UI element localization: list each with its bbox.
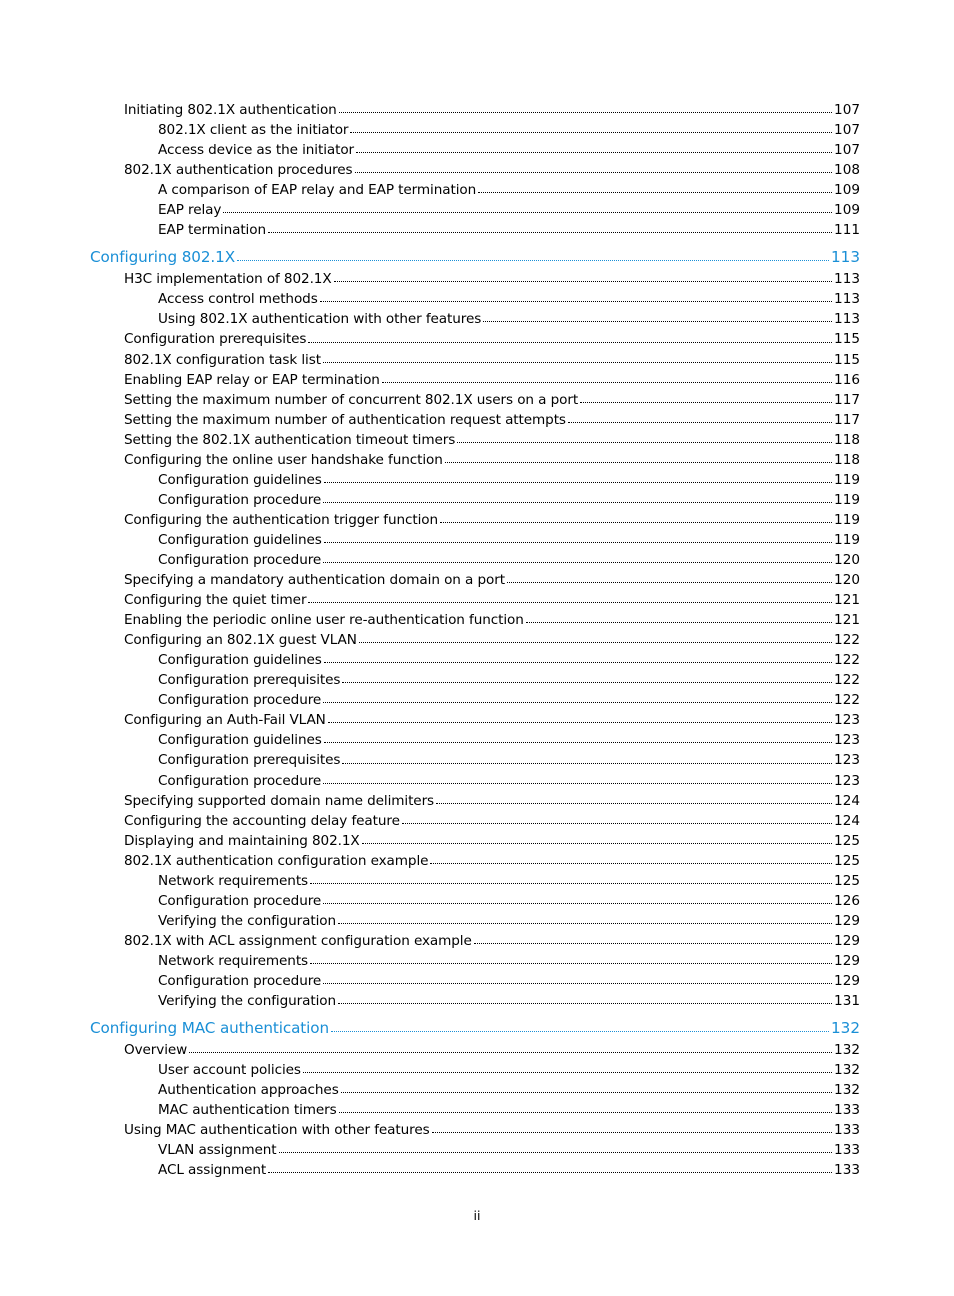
toc-entry-title[interactable]: A comparison of EAP relay and EAP termination: [158, 182, 477, 199]
toc-entry-title[interactable]: Enabling the periodic online user re-authentication function: [124, 612, 524, 629]
toc-section-entry[interactable]: [0, 809, 954, 829]
toc-entry-title[interactable]: Configuring the accounting delay feature: [124, 812, 400, 829]
toc-entry-page-number[interactable]: 119: [834, 511, 860, 528]
toc-subsection-entry[interactable]: [0, 748, 954, 768]
toc-entry-line: [158, 198, 860, 218]
toc-entry-line: [90, 1018, 860, 1038]
toc-entry-line: [158, 969, 860, 989]
toc-entry-page-number[interactable]: 123: [834, 712, 860, 729]
toc-subsection-entry[interactable]: [0, 769, 954, 789]
toc-entry-line: [124, 628, 860, 648]
toc-entry-title[interactable]: VLAN assignment: [158, 1142, 277, 1159]
toc-entry-page-number[interactable]: 115: [834, 351, 860, 368]
toc-entry-line: [124, 158, 860, 178]
toc-entry-line: [124, 327, 860, 347]
toc-entry-page-number[interactable]: 109: [834, 182, 860, 199]
toc-dot-leader: [323, 688, 832, 708]
toc-entry-line: [158, 989, 860, 1009]
toc-dot-leader: [362, 829, 832, 849]
toc-entry-page-number[interactable]: 129: [834, 912, 860, 929]
toc-dot-leader: [324, 728, 832, 748]
toc-entry-title[interactable]: ACL assignment: [158, 1162, 267, 1179]
toc-subsection-entry[interactable]: [0, 178, 954, 198]
toc-entry-page-number[interactable]: 109: [834, 202, 860, 219]
toc-chapter-entry[interactable]: [0, 247, 954, 267]
toc-dot-leader: [526, 608, 832, 628]
toc-entry-line: [124, 98, 860, 118]
toc-subsection-entry[interactable]: [0, 138, 954, 158]
toc-entry-page-number[interactable]: 124: [834, 792, 860, 809]
toc-dot-leader: [338, 909, 832, 929]
toc-entry-line: [158, 548, 860, 568]
toc-dot-leader: [478, 178, 832, 198]
toc-section-entry[interactable]: [0, 98, 954, 118]
toc-entry-page-number[interactable]: 122: [834, 692, 860, 709]
toc-subsection-entry[interactable]: [0, 648, 954, 668]
toc-entry-title[interactable]: Configuring the authentication trigger function: [124, 511, 438, 528]
toc-dot-leader: [310, 949, 832, 969]
toc-subsection-entry[interactable]: [0, 307, 954, 327]
toc-entry-title[interactable]: Configuration guidelines: [158, 471, 322, 488]
toc-entry-line: [158, 1138, 860, 1158]
toc-entry-line: [158, 138, 860, 158]
toc-entry-line: [124, 348, 860, 368]
toc-entry-page-number[interactable]: 119: [834, 531, 860, 548]
toc-entry-page-number[interactable]: 113: [834, 291, 860, 308]
toc-entry-title[interactable]: EAP termination: [158, 222, 266, 239]
toc-entry-page-number[interactable]: 113: [834, 311, 860, 328]
toc-entry-line: [124, 789, 860, 809]
toc-section-entry[interactable]: [0, 1118, 954, 1138]
toc-dot-leader: [457, 428, 832, 448]
toc-dot-leader: [339, 1098, 832, 1118]
toc-entry-line: [158, 1078, 860, 1098]
toc-entry-page-number[interactable]: 107: [834, 142, 860, 159]
toc-entry-line: [124, 1038, 860, 1058]
toc-section-entry[interactable]: [0, 408, 954, 428]
toc-entry-title[interactable]: Setting the maximum number of authentication request attempts: [124, 411, 566, 428]
toc-entry-line: [124, 448, 860, 468]
toc-entry-page-number[interactable]: 120: [834, 551, 860, 568]
toc-entry-title[interactable]: Configuring the online user handshake function: [124, 451, 443, 468]
toc-entry-title[interactable]: 802.1X authentication procedures: [124, 162, 353, 179]
toc-dot-leader: [474, 929, 832, 949]
toc-subsection-entry[interactable]: [0, 668, 954, 688]
toc-entry-page-number[interactable]: 119: [834, 491, 860, 508]
toc-entry-title[interactable]: Using MAC authentication with other features: [124, 1122, 430, 1139]
toc-subsection-entry[interactable]: [0, 1138, 954, 1158]
toc-dot-leader: [223, 198, 832, 218]
toc-dot-leader: [310, 869, 832, 889]
toc-entry-title[interactable]: Configuration procedure: [158, 892, 322, 909]
toc-subsection-entry[interactable]: [0, 118, 954, 138]
toc-entry-line: [158, 909, 860, 929]
toc-dot-leader: [268, 218, 832, 238]
toc-dot-leader: [440, 508, 832, 528]
toc-entry-title[interactable]: 802.1X client as the initiator: [158, 122, 349, 139]
toc-entry-line: [158, 468, 860, 488]
toc-dot-leader: [356, 138, 832, 158]
toc-entry-page-number[interactable]: 117: [834, 411, 860, 428]
toc-entry-title[interactable]: Configuration procedure: [158, 772, 322, 789]
toc-dot-leader: [436, 789, 832, 809]
toc-entry-title[interactable]: Network requirements: [158, 872, 309, 889]
toc-dot-leader: [323, 769, 832, 789]
toc-entry-title[interactable]: Overview: [124, 1042, 188, 1059]
toc-entry-line: [158, 869, 860, 889]
toc-section-entry[interactable]: [0, 368, 954, 388]
toc-section-entry[interactable]: [0, 267, 954, 287]
toc-entry-title[interactable]: Access control methods: [158, 291, 318, 308]
toc-entry-page-number[interactable]: 132: [834, 1082, 860, 1099]
toc-dot-leader: [359, 628, 832, 648]
toc-entry-page-number[interactable]: 113: [834, 271, 860, 288]
toc-entry-title[interactable]: Configuration prerequisites: [158, 672, 341, 689]
toc-dot-leader: [323, 348, 832, 368]
toc-entry-line: [158, 488, 860, 508]
toc-dot-leader: [320, 287, 832, 307]
toc-entry-line: [158, 748, 860, 768]
toc-section-entry[interactable]: [0, 588, 954, 608]
toc-dot-leader: [189, 1038, 832, 1058]
toc-entry-page-number[interactable]: 132: [834, 1062, 860, 1079]
toc-section-entry[interactable]: [0, 829, 954, 849]
toc-entry-page-number[interactable]: 111: [834, 222, 860, 239]
toc-subsection-entry[interactable]: [0, 949, 954, 969]
toc-dot-leader: [324, 648, 832, 668]
toc-subsection-entry[interactable]: [0, 1058, 954, 1078]
toc-dot-leader: [338, 989, 832, 1009]
toc-dot-leader: [308, 327, 832, 347]
toc-entry-page-number[interactable]: 122: [834, 672, 860, 689]
toc-subsection-entry[interactable]: [0, 1098, 954, 1118]
toc-subsection-entry[interactable]: [0, 198, 954, 218]
toc-entry-line: [158, 118, 860, 138]
toc-entry-page-number[interactable]: 125: [834, 832, 860, 849]
toc-subsection-entry[interactable]: [0, 969, 954, 989]
toc-entry-title[interactable]: H3C implementation of 802.1X: [124, 271, 332, 288]
toc-entry-line: [124, 588, 860, 608]
toc-entry-page-number[interactable]: 117: [834, 391, 860, 408]
toc-entry-title[interactable]: Configuring the quiet timer: [124, 592, 307, 609]
toc-entry-page-number[interactable]: 125: [834, 852, 860, 869]
toc-entry-page-number[interactable]: 129: [834, 952, 860, 969]
toc-entry-page-number[interactable]: 124: [834, 812, 860, 829]
toc-dot-leader: [402, 809, 832, 829]
toc-subsection-entry[interactable]: [0, 548, 954, 568]
toc-dot-leader: [279, 1138, 832, 1158]
toc-entry-line: [124, 388, 860, 408]
toc-dot-leader: [323, 889, 832, 909]
toc-entry-title[interactable]: Using 802.1X authentication with other features: [158, 311, 482, 328]
toc-entry-page-number[interactable]: 131: [834, 993, 860, 1010]
toc-entry-page-number[interactable]: 132: [831, 1019, 860, 1038]
toc-entry-title[interactable]: Configuring MAC authentication: [90, 1019, 329, 1038]
toc-entry-line: [158, 178, 860, 198]
toc-entry-page-number[interactable]: 113: [831, 248, 860, 267]
toc-entry-line: [158, 307, 860, 327]
toc-dot-leader: [350, 118, 832, 138]
toc-entry-title[interactable]: MAC authentication timers: [158, 1102, 337, 1119]
toc-dot-leader: [342, 668, 832, 688]
toc-entry-page-number[interactable]: 116: [834, 371, 860, 388]
toc-dot-leader: [237, 247, 829, 267]
toc-entry-line: [158, 528, 860, 548]
toc-entry-page-number[interactable]: 118: [834, 431, 860, 448]
toc-entry-title[interactable]: Specifying supported domain name delimiters: [124, 792, 435, 809]
toc-dot-leader: [323, 488, 832, 508]
toc-dot-leader: [568, 408, 832, 428]
toc-entry-line: [158, 1098, 860, 1118]
toc-section-entry[interactable]: [0, 789, 954, 809]
toc-entry-line: [124, 508, 860, 528]
toc-entry-line: [158, 218, 860, 238]
toc-entry-page-number[interactable]: 129: [834, 972, 860, 989]
toc-dot-leader: [268, 1158, 832, 1178]
toc-dot-leader: [328, 708, 832, 728]
toc-dot-leader: [324, 528, 832, 548]
toc-entry-title[interactable]: Initiating 802.1X authentication: [124, 102, 337, 118]
toc-subsection-entry[interactable]: [0, 528, 954, 548]
toc-entry-page-number[interactable]: 122: [834, 652, 860, 669]
toc-subsection-entry[interactable]: [0, 889, 954, 909]
toc-entry-page-number[interactable]: 133: [834, 1122, 860, 1139]
toc-entry-page-number[interactable]: 115: [834, 331, 860, 348]
toc-subsection-entry[interactable]: [0, 909, 954, 929]
toc-section-entry[interactable]: [0, 448, 954, 468]
toc-section-entry[interactable]: [0, 1038, 954, 1058]
toc-entry-line: [124, 708, 860, 728]
toc-dot-leader: [507, 568, 832, 588]
toc-entry-line: [124, 267, 860, 287]
toc-section-entry[interactable]: [0, 628, 954, 648]
toc-entry-line: [124, 1118, 860, 1138]
toc-subsection-entry[interactable]: [0, 468, 954, 488]
toc-section-entry[interactable]: [0, 849, 954, 869]
toc-entry-page-number[interactable]: 133: [834, 1142, 860, 1159]
toc-entry-page-number[interactable]: 119: [834, 471, 860, 488]
toc-entry-title[interactable]: Configuration guidelines: [158, 652, 322, 669]
toc-dot-leader: [580, 388, 832, 408]
toc-subsection-entry[interactable]: [0, 218, 954, 238]
toc-dot-leader: [483, 307, 832, 327]
toc-entry-page-number[interactable]: 123: [834, 752, 860, 769]
toc-entry-line: [158, 889, 860, 909]
toc-entry-title[interactable]: Access device as the initiator: [158, 142, 355, 159]
toc-entry-line: [124, 809, 860, 829]
toc-entry-title[interactable]: Configuration procedure: [158, 491, 322, 508]
toc-subsection-entry[interactable]: [0, 1078, 954, 1098]
toc-section-entry[interactable]: [0, 708, 954, 728]
toc-entry-title[interactable]: Configuration guidelines: [158, 531, 322, 548]
toc-dot-leader: [382, 368, 832, 388]
toc-entry-line: [124, 408, 860, 428]
toc-section-entry[interactable]: [0, 388, 954, 408]
toc-entry-page-number[interactable]: 107: [834, 102, 860, 118]
toc-entry-page-number[interactable]: 133: [834, 1102, 860, 1119]
toc-section-entry[interactable]: [0, 568, 954, 588]
toc-subsection-entry[interactable]: [0, 1158, 954, 1178]
toc-entry-title[interactable]: Specifying a mandatory authentication domain on a port: [124, 572, 505, 589]
toc-entry-title[interactable]: EAP relay: [158, 202, 222, 219]
toc-section-entry[interactable]: [0, 508, 954, 528]
toc-entry-page-number[interactable]: 132: [834, 1042, 860, 1059]
toc-entry-title[interactable]: Enabling EAP relay or EAP termination: [124, 371, 380, 388]
toc-dot-leader: [324, 468, 832, 488]
toc-chapter-entry[interactable]: [0, 1018, 954, 1038]
toc-entry-page-number[interactable]: 107: [834, 122, 860, 139]
toc-entry-title[interactable]: Configuration prerequisites: [124, 331, 307, 348]
toc-entry-page-number[interactable]: 126: [834, 892, 860, 909]
toc-entry-line: [124, 829, 860, 849]
toc-entry-title[interactable]: Displaying and maintaining 802.1X: [124, 832, 360, 849]
toc-subsection-entry[interactable]: [0, 728, 954, 748]
toc-entry-page-number[interactable]: 129: [834, 932, 860, 949]
toc-entry-title[interactable]: Configuring an Auth-Fail VLAN: [124, 712, 326, 729]
toc-entry-line: [158, 728, 860, 748]
toc-entry-title[interactable]: Verifying the configuration: [158, 912, 337, 929]
toc-entry-page-number[interactable]: 133: [834, 1162, 860, 1179]
toc-entry-line: [124, 368, 860, 388]
toc-subsection-entry[interactable]: [0, 869, 954, 889]
toc-entry-page-number[interactable]: 120: [834, 572, 860, 589]
toc-entry-title[interactable]: Configuring 802.1X: [90, 248, 235, 267]
toc-entry-page-number[interactable]: 118: [834, 451, 860, 468]
toc-entry-title[interactable]: Configuration guidelines: [158, 732, 322, 749]
toc-dot-leader: [308, 588, 832, 608]
toc-dot-leader: [341, 1078, 832, 1098]
toc-entry-line: [124, 568, 860, 588]
toc-entry-title[interactable]: Configuring an 802.1X guest VLAN: [124, 632, 357, 649]
table-of-contents: [0, 98, 954, 1178]
toc-dot-leader: [339, 98, 832, 118]
toc-dot-leader: [334, 267, 832, 287]
toc-subsection-entry[interactable]: [0, 688, 954, 708]
toc-section-entry[interactable]: [0, 428, 954, 448]
toc-entry-line: [124, 929, 860, 949]
toc-entry-page-number[interactable]: 122: [834, 632, 860, 649]
toc-dot-leader: [303, 1058, 832, 1078]
toc-entry-title[interactable]: Setting the maximum number of concurrent 802.1X users on a port: [124, 391, 579, 408]
toc-entry-line: [158, 668, 860, 688]
toc-entry-line: [158, 1158, 860, 1178]
toc-entry-line: [158, 1058, 860, 1078]
toc-entry-line: [124, 428, 860, 448]
toc-entry-title[interactable]: User account policies: [158, 1062, 301, 1079]
toc-entry-line: [158, 648, 860, 668]
toc-dot-leader: [430, 849, 832, 869]
toc-entry-line: [158, 688, 860, 708]
toc-section-entry[interactable]: [0, 929, 954, 949]
toc-entry-page-number[interactable]: 121: [834, 592, 860, 609]
toc-entry-page-number[interactable]: 123: [834, 772, 860, 789]
toc-dot-leader: [432, 1118, 832, 1138]
toc-entry-page-number[interactable]: 125: [834, 872, 860, 889]
toc-entry-page-number[interactable]: 108: [834, 162, 860, 179]
toc-entry-line: [124, 849, 860, 869]
toc-section-entry[interactable]: [0, 608, 954, 628]
toc-entry-title[interactable]: Configuration procedure: [158, 972, 322, 989]
toc-subsection-entry[interactable]: [0, 287, 954, 307]
toc-entry-title[interactable]: Configuration procedure: [158, 551, 322, 568]
toc-entry-line: [158, 769, 860, 789]
toc-section-entry[interactable]: [0, 348, 954, 368]
toc-subsection-entry[interactable]: [0, 989, 954, 1009]
toc-entry-title[interactable]: Authentication approaches: [158, 1082, 339, 1099]
toc-entry-title[interactable]: Verifying the configuration: [158, 993, 337, 1010]
toc-entry-title[interactable]: 802.1X configuration task list: [124, 351, 321, 368]
toc-entry-line: [158, 949, 860, 969]
toc-subsection-entry[interactable]: [0, 488, 954, 508]
toc-dot-leader: [355, 158, 832, 178]
toc-entry-page-number[interactable]: 121: [834, 612, 860, 629]
toc-entry-title[interactable]: 802.1X with ACL assignment configuration example: [124, 932, 472, 949]
toc-entry-title[interactable]: Configuration procedure: [158, 692, 322, 709]
toc-dot-leader: [323, 969, 832, 989]
toc-entry-line: [158, 287, 860, 307]
toc-section-entry[interactable]: [0, 158, 954, 178]
toc-entry-title[interactable]: 802.1X authentication configuration example: [124, 852, 429, 869]
toc-entry-line: [90, 247, 860, 267]
page-number: ii: [473, 1208, 481, 1223]
toc-dot-leader: [331, 1018, 829, 1038]
toc-entry-title[interactable]: Setting the 802.1X authentication timeout timers: [124, 431, 456, 448]
toc-dot-leader: [445, 448, 832, 468]
toc-entry-line: [124, 608, 860, 628]
toc-section-entry[interactable]: [0, 327, 954, 347]
toc-entry-title[interactable]: Network requirements: [158, 952, 309, 969]
toc-entry-page-number[interactable]: 123: [834, 732, 860, 749]
toc-entry-title[interactable]: Configuration prerequisites: [158, 752, 341, 769]
toc-dot-leader: [342, 748, 832, 768]
toc-dot-leader: [323, 548, 832, 568]
